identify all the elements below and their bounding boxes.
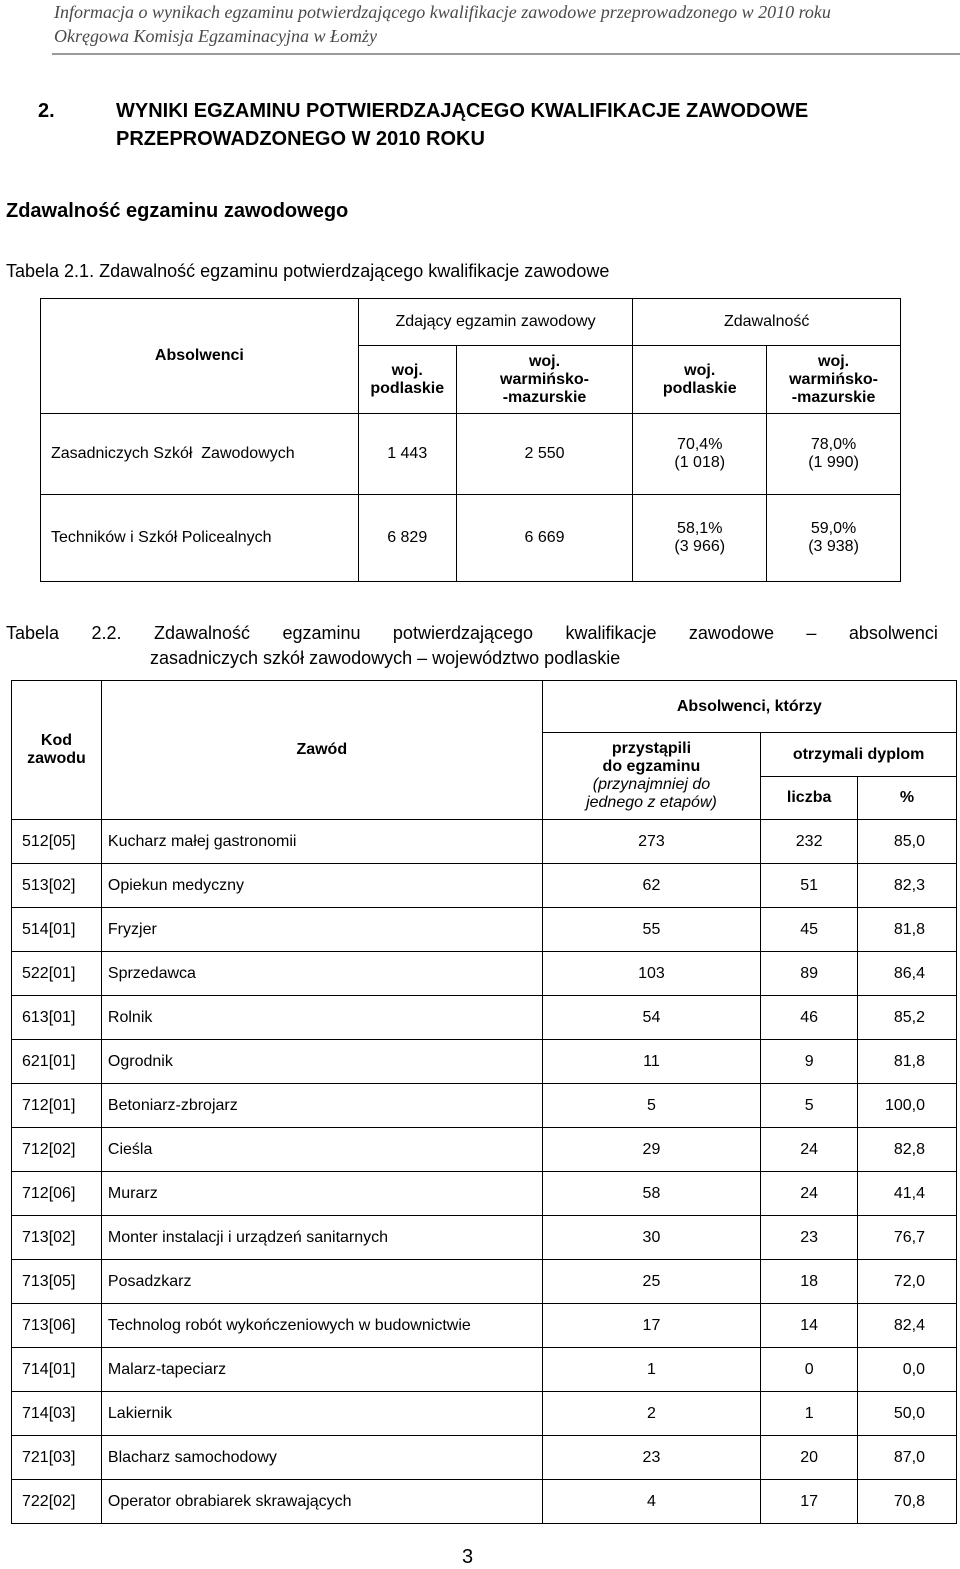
- cell-name: Betoniarz-zbrojarz: [101, 1084, 542, 1128]
- cell-code: 712[02]: [12, 1128, 102, 1172]
- table2-caption-line2: zasadniczych szkół zawodowych – województwo podlaskie: [150, 648, 621, 668]
- pass-wm: [767, 414, 901, 495]
- subheading: Zdawalność egzaminu zawodowego: [6, 200, 349, 222]
- cell-took: 17: [542, 1304, 761, 1348]
- header-took-exam: [542, 733, 761, 820]
- header-text: podlaskie: [370, 379, 445, 397]
- header-code: [12, 681, 102, 820]
- table-row: [41, 495, 901, 582]
- table1-header-taking-wm: [456, 346, 633, 414]
- header-text: woj.: [684, 361, 716, 379]
- taking-wm: 6 669: [456, 495, 633, 582]
- table1-header-taking: Zdający egzamin zawodowy: [358, 299, 633, 346]
- cell-name: Opiekun medyczny: [101, 864, 542, 908]
- cell-name: Monter instalacji i urządzeń sanitarnych: [101, 1216, 542, 1260]
- taking-wm: 2 550: [456, 414, 633, 495]
- cell-name: Kucharz małej gastronomii: [101, 820, 542, 864]
- header-count: liczba: [761, 777, 858, 820]
- cell-count: 45: [761, 908, 858, 952]
- table-pass-rates-by-profession: [11, 680, 957, 1524]
- table-row: [12, 1216, 957, 1260]
- table-pass-rates-summary: [40, 298, 901, 582]
- cell-count: 24: [761, 1128, 858, 1172]
- page-number: 3: [462, 1546, 474, 1568]
- row-label-part: Zawodowych: [201, 445, 295, 462]
- cell-name: Fryzjer: [101, 908, 542, 952]
- pass-percent: 58,1%: [677, 520, 723, 537]
- cell-count: 89: [761, 952, 858, 996]
- cell-name: Lakiernik: [101, 1392, 542, 1436]
- cell-percent: 86,4: [858, 952, 957, 996]
- caption-word: Zdawalność: [153, 623, 250, 643]
- table-row: [12, 1040, 957, 1084]
- cell-code: 613[01]: [12, 996, 102, 1040]
- cell-count: 17: [761, 1480, 858, 1524]
- table1-caption: Tabela 2.1. Zdawalność egzaminu potwierdzającego kwalifikacje zawodowe: [6, 261, 610, 281]
- cell-count: 1: [761, 1392, 858, 1436]
- cell-took: 4: [542, 1480, 761, 1524]
- cell-count: 46: [761, 996, 858, 1040]
- cell-count: 18: [761, 1260, 858, 1304]
- caption-word: Tabela: [6, 623, 60, 643]
- cell-name: Rolnik: [101, 996, 542, 1040]
- cell-count: 23: [761, 1216, 858, 1260]
- table1-header-pass-wm: [767, 346, 901, 414]
- header-report-title: Informacja o wynikach egzaminu potwierdzającego kwalifikacje zawodowe przeprowadzonego w 2010 roku: [54, 2, 831, 22]
- row-label-part: Zasadniczych Szkół: [51, 445, 193, 462]
- header-text: jednego z etapów): [586, 794, 717, 811]
- header-text: woj.: [528, 352, 561, 370]
- cell-name: Technolog robót wykończeniowych w budownictwie: [101, 1304, 542, 1348]
- cell-count: 232: [761, 820, 858, 864]
- cell-code: 713[02]: [12, 1216, 102, 1260]
- header-divider: [52, 53, 960, 55]
- table-row: [12, 1436, 957, 1480]
- cell-took: 29: [542, 1128, 761, 1172]
- caption-word: absolwenci: [848, 623, 938, 643]
- cell-name: Ogrodnik: [101, 1040, 542, 1084]
- pass-percent: 78,0%: [810, 436, 857, 453]
- caption-word: kwalifikacje: [565, 623, 657, 643]
- header-text: -mazurskie: [502, 388, 587, 406]
- cell-code: 713[05]: [12, 1260, 102, 1304]
- table-row: [12, 1304, 957, 1348]
- header-graduates: Absolwenci, którzy: [542, 681, 956, 733]
- table2-header-row: [12, 681, 957, 733]
- caption-word: potwierdzającego: [392, 623, 534, 643]
- table-row: [12, 1392, 957, 1436]
- cell-took: 54: [542, 996, 761, 1040]
- header-diploma: otrzymali dyplom: [761, 733, 957, 777]
- pass-wm: [767, 495, 901, 582]
- cell-percent: 100,0: [858, 1084, 957, 1128]
- cell-percent: 81,8: [858, 908, 957, 952]
- cell-percent: 50,0: [858, 1392, 957, 1436]
- table1-header-pass: Zdawalność: [633, 299, 901, 346]
- header-text: warmińsko-: [789, 370, 879, 388]
- cell-code: 714[01]: [12, 1348, 102, 1392]
- cell-code: 513[02]: [12, 864, 102, 908]
- section-title-line2: PRZEPROWADZONEGO W 2010 ROKU: [116, 128, 485, 150]
- cell-took: 30: [542, 1216, 761, 1260]
- table-row: [12, 864, 957, 908]
- cell-code: 712[01]: [12, 1084, 102, 1128]
- cell-percent: 82,8: [858, 1128, 957, 1172]
- header-percent: %: [858, 777, 957, 820]
- header-text: do egzaminu: [602, 758, 701, 775]
- header-text: warmińsko-: [500, 370, 589, 388]
- header-text: zawodu: [27, 750, 86, 767]
- header-text: (przynajmniej do: [592, 776, 711, 793]
- cell-took: 23: [542, 1436, 761, 1480]
- caption-word: –: [806, 623, 817, 643]
- cell-took: 55: [542, 908, 761, 952]
- table2-caption: [6, 621, 938, 671]
- cell-count: 0: [761, 1348, 858, 1392]
- header-commission-name: Okręgowa Komisja Egzaminacyjna w Łomży: [54, 26, 377, 46]
- cell-percent: 85,0: [858, 820, 957, 864]
- cell-percent: 70,8: [858, 1480, 957, 1524]
- cell-code: 721[03]: [12, 1436, 102, 1480]
- cell-percent: 81,8: [858, 1040, 957, 1084]
- taking-podlaskie: 1 443: [358, 414, 456, 495]
- cell-name: Blacharz samochodowy: [101, 1436, 542, 1480]
- section-number: 2.: [38, 100, 55, 122]
- table-row: [12, 1348, 957, 1392]
- cell-code: 621[01]: [12, 1040, 102, 1084]
- caption-word: egzaminu: [282, 623, 361, 643]
- cell-code: 712[06]: [12, 1172, 102, 1216]
- cell-took: 25: [542, 1260, 761, 1304]
- pass-count: (3 966): [674, 538, 726, 555]
- table1-header-taking-podlaskie: [358, 346, 456, 414]
- pass-podlaskie: [633, 495, 767, 582]
- cell-took: 5: [542, 1084, 761, 1128]
- cell-name: Operator obrabiarek skrawających: [101, 1480, 542, 1524]
- section-title-line1: WYNIKI EGZAMINU POTWIERDZAJĄCEGO KWALIFIKACJE ZAWODOWE: [116, 100, 809, 122]
- cell-count: 24: [761, 1172, 858, 1216]
- pass-percent: 70,4%: [677, 436, 723, 453]
- cell-count: 9: [761, 1040, 858, 1084]
- row-label: [41, 414, 359, 495]
- pass-podlaskie: [633, 414, 767, 495]
- cell-percent: 41,4: [858, 1172, 957, 1216]
- table-row: [12, 1128, 957, 1172]
- cell-percent: 72,0: [858, 1260, 957, 1304]
- row-label: Techników i Szkół Policealnych: [41, 495, 359, 582]
- table-row: [12, 996, 957, 1040]
- header-text: woj.: [391, 361, 423, 379]
- pass-count: (3 938): [808, 538, 859, 555]
- table-row: [12, 1084, 957, 1128]
- table-row: [12, 1172, 957, 1216]
- cell-name: Posadzkarz: [101, 1260, 542, 1304]
- cell-count: 20: [761, 1436, 858, 1480]
- cell-code: 713[06]: [12, 1304, 102, 1348]
- cell-code: 714[03]: [12, 1392, 102, 1436]
- cell-name: Sprzedawca: [101, 952, 542, 996]
- cell-count: 14: [761, 1304, 858, 1348]
- header-text: Kod: [40, 732, 72, 749]
- table-row: [12, 820, 957, 864]
- cell-took: 103: [542, 952, 761, 996]
- cell-took: 58: [542, 1172, 761, 1216]
- header-text: podlaskie: [662, 379, 737, 397]
- cell-code: 514[01]: [12, 908, 102, 952]
- cell-percent: 82,3: [858, 864, 957, 908]
- cell-name: Malarz-tapeciarz: [101, 1348, 542, 1392]
- cell-code: 722[02]: [12, 1480, 102, 1524]
- cell-code: 522[01]: [12, 952, 102, 996]
- cell-percent: 82,4: [858, 1304, 957, 1348]
- header-text: woj.: [818, 352, 850, 370]
- pass-count: (1 018): [674, 454, 726, 471]
- cell-took: 2: [542, 1392, 761, 1436]
- pass-percent: 59,0%: [810, 520, 857, 537]
- cell-code: 512[05]: [12, 820, 102, 864]
- header-text: przystąpili: [611, 740, 692, 757]
- caption-word: 2.2.: [91, 623, 122, 643]
- cell-took: 62: [542, 864, 761, 908]
- table-row: [12, 908, 957, 952]
- cell-percent: 0,0: [858, 1348, 957, 1392]
- taking-podlaskie: 6 829: [358, 495, 456, 582]
- cell-took: 273: [542, 820, 761, 864]
- cell-took: 11: [542, 1040, 761, 1084]
- cell-count: 5: [761, 1084, 858, 1128]
- cell-percent: 76,7: [858, 1216, 957, 1260]
- caption-word: zawodowe: [688, 623, 774, 643]
- cell-percent: 85,2: [858, 996, 957, 1040]
- cell-took: 1: [542, 1348, 761, 1392]
- pass-count: (1 990): [808, 454, 859, 471]
- table1-header-pass-podlaskie: [633, 346, 767, 414]
- table-row: [12, 1260, 957, 1304]
- table-row: [12, 1480, 957, 1524]
- cell-name: Murarz: [101, 1172, 542, 1216]
- cell-name: Cieśla: [101, 1128, 542, 1172]
- table-row: [12, 952, 957, 996]
- cell-count: 51: [761, 864, 858, 908]
- header-text: -mazurskie: [791, 388, 876, 406]
- table1-header-absolwenci: Absolwenci: [41, 299, 359, 414]
- table2-caption-line1: [6, 621, 938, 646]
- header-profession: Zawód: [101, 681, 542, 820]
- table-row: [41, 414, 901, 495]
- cell-percent: 87,0: [858, 1436, 957, 1480]
- table1-header-row: [41, 299, 901, 346]
